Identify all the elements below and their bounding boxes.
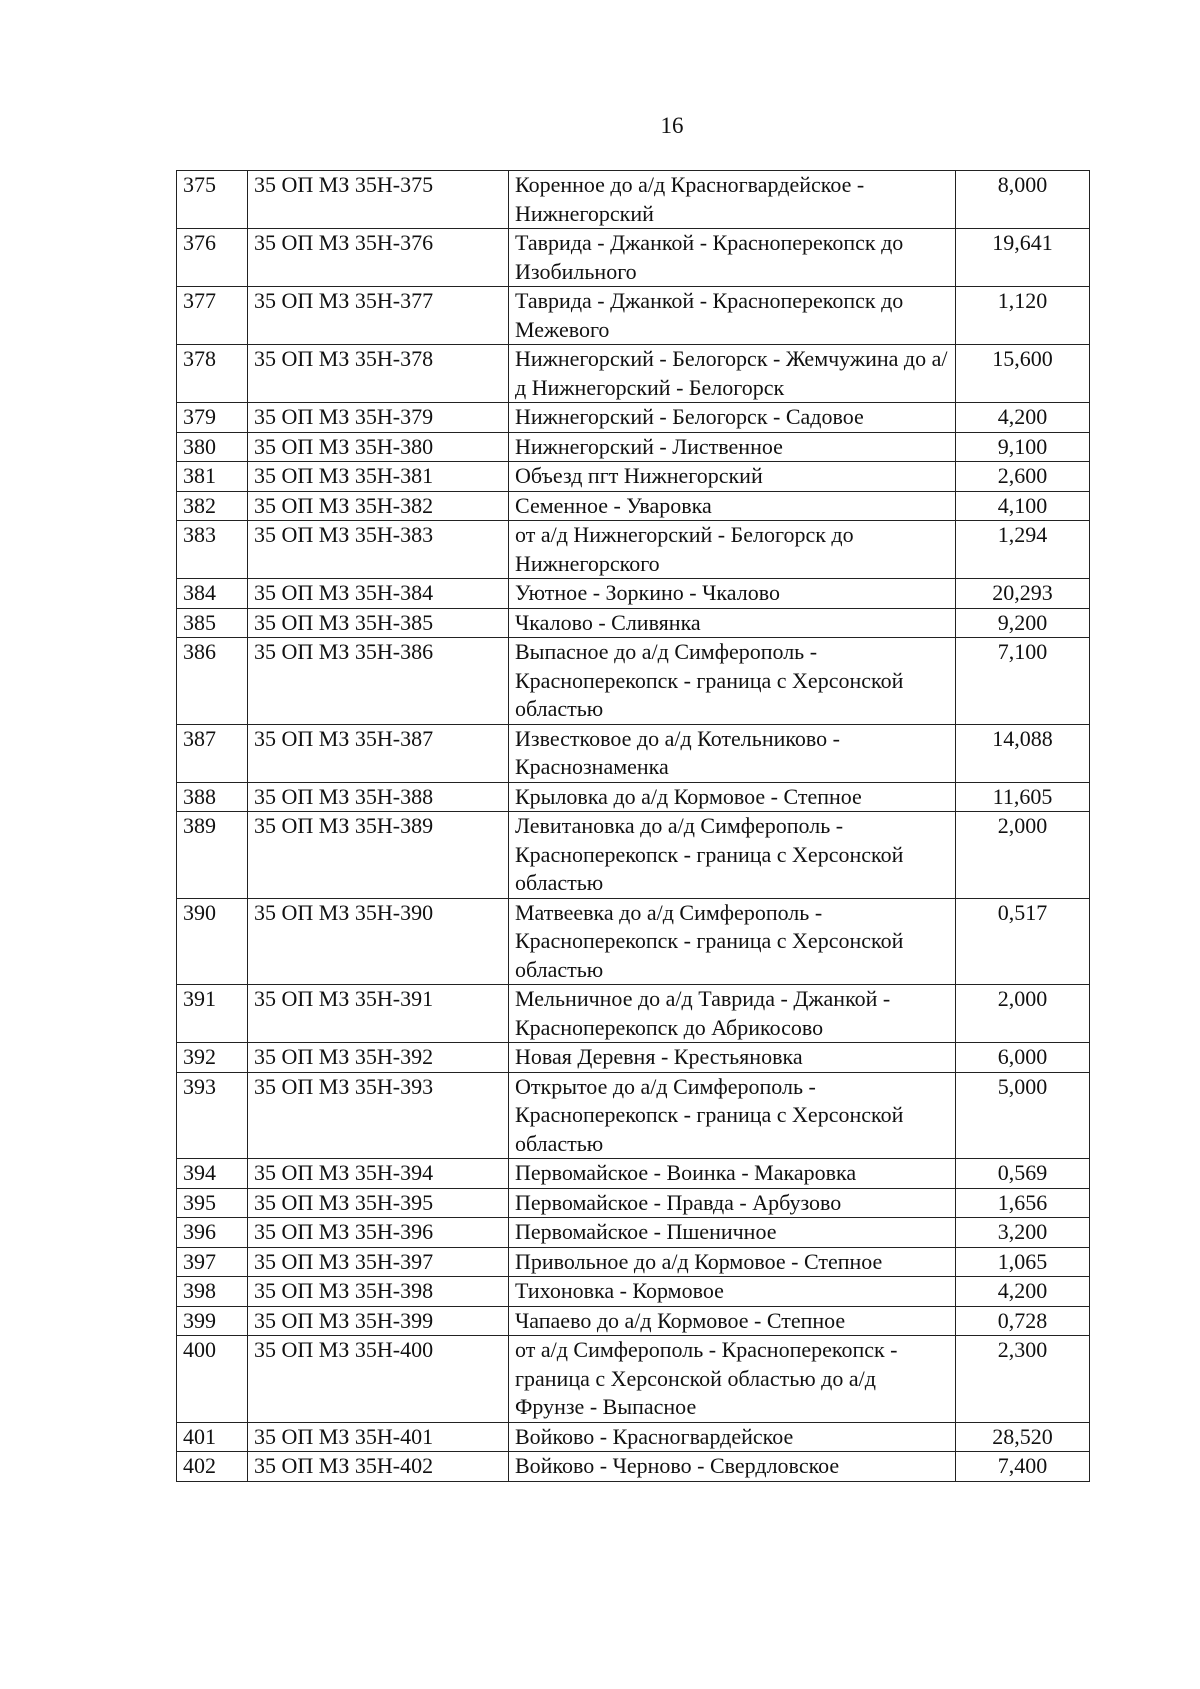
road-name-cell: Крыловка до а/д Кормовое - Степное [509,782,956,812]
road-name-cell: Уютное - Зоркино - Чкалово [509,579,956,609]
road-code-cell: 35 ОП МЗ 35Н-394 [248,1159,509,1189]
road-length-cell: 1,065 [956,1247,1090,1277]
road-name-cell: Привольное до а/д Кормовое - Степное [509,1247,956,1277]
road-code-cell: 35 ОП МЗ 35Н-382 [248,491,509,521]
road-name-cell: Чапаево до а/д Кормовое - Степное [509,1306,956,1336]
row-number-cell: 394 [177,1159,248,1189]
road-length-cell: 8,000 [956,171,1090,229]
road-code-cell: 35 ОП МЗ 35Н-401 [248,1422,509,1452]
row-number-cell: 402 [177,1452,248,1482]
road-length-cell: 7,100 [956,638,1090,725]
road-length-cell: 20,293 [956,579,1090,609]
road-name-cell: от а/д Нижнегорский - Белогорск до Нижнегорского [509,521,956,579]
table-row [177,491,1090,521]
row-number-cell: 385 [177,608,248,638]
row-number-cell: 384 [177,579,248,609]
row-number-cell: 399 [177,1306,248,1336]
table-row [177,608,1090,638]
road-name-cell: Выпасное до а/д Симферополь - Красноперекопск - граница с Херсонской областью [509,638,956,725]
road-name-cell: Известковое до а/д Котельниково - Краснознаменка [509,724,956,782]
table-row [177,1247,1090,1277]
road-length-cell: 1,294 [956,521,1090,579]
road-code-cell: 35 ОП МЗ 35Н-386 [248,638,509,725]
road-length-cell: 4,200 [956,403,1090,433]
road-length-cell: 1,120 [956,287,1090,345]
road-name-cell: Войково - Красногвардейское [509,1422,956,1452]
roads-table-body [177,171,1090,1482]
road-length-cell: 2,000 [956,985,1090,1043]
road-length-cell: 0,517 [956,898,1090,985]
road-code-cell: 35 ОП МЗ 35Н-380 [248,432,509,462]
row-number-cell: 400 [177,1336,248,1423]
road-length-cell: 3,200 [956,1218,1090,1248]
row-number-cell: 380 [177,432,248,462]
road-name-cell: Матвеевка до а/д Симферополь - Красноперекопск - граница с Херсонской областью [509,898,956,985]
road-code-cell: 35 ОП МЗ 35Н-393 [248,1072,509,1159]
row-number-cell: 393 [177,1072,248,1159]
row-number-cell: 377 [177,287,248,345]
road-code-cell: 35 ОП МЗ 35Н-375 [248,171,509,229]
road-length-cell: 0,569 [956,1159,1090,1189]
road-length-cell: 5,000 [956,1072,1090,1159]
row-number-cell: 396 [177,1218,248,1248]
road-name-cell: Левитановка до а/д Симферополь - Красноперекопск - граница с Херсонской областью [509,812,956,899]
row-number-cell: 397 [177,1247,248,1277]
table-row [177,1306,1090,1336]
road-length-cell: 4,200 [956,1277,1090,1307]
road-code-cell: 35 ОП МЗ 35Н-390 [248,898,509,985]
road-code-cell: 35 ОП МЗ 35Н-381 [248,462,509,492]
road-length-cell: 4,100 [956,491,1090,521]
road-code-cell: 35 ОП МЗ 35Н-384 [248,579,509,609]
table-row [177,171,1090,229]
road-name-cell: Чкалово - Сливянка [509,608,956,638]
table-row [177,1072,1090,1159]
table-row [177,1277,1090,1307]
road-code-cell: 35 ОП МЗ 35Н-402 [248,1452,509,1482]
road-code-cell: 35 ОП МЗ 35Н-395 [248,1188,509,1218]
road-length-cell: 6,000 [956,1043,1090,1073]
table-row [177,985,1090,1043]
road-name-cell: Коренное до а/д Красногвардейское - Нижнегорский [509,171,956,229]
road-code-cell: 35 ОП МЗ 35Н-397 [248,1247,509,1277]
table-row [177,287,1090,345]
road-length-cell: 2,000 [956,812,1090,899]
road-name-cell: Первомайское - Воинка - Макаровка [509,1159,956,1189]
road-code-cell: 35 ОП МЗ 35Н-388 [248,782,509,812]
road-name-cell: Нижнегорский - Лиственное [509,432,956,462]
road-length-cell: 2,600 [956,462,1090,492]
road-code-cell: 35 ОП МЗ 35Н-399 [248,1306,509,1336]
table-row [177,1218,1090,1248]
row-number-cell: 379 [177,403,248,433]
row-number-cell: 401 [177,1422,248,1452]
road-code-cell: 35 ОП МЗ 35Н-385 [248,608,509,638]
road-name-cell: Первомайское - Пшеничное [509,1218,956,1248]
road-length-cell: 15,600 [956,345,1090,403]
road-code-cell: 35 ОП МЗ 35Н-391 [248,985,509,1043]
road-name-cell: Тихоновка - Кормовое [509,1277,956,1307]
road-code-cell: 35 ОП МЗ 35Н-396 [248,1218,509,1248]
row-number-cell: 391 [177,985,248,1043]
row-number-cell: 386 [177,638,248,725]
road-length-cell: 14,088 [956,724,1090,782]
road-code-cell: 35 ОП МЗ 35Н-392 [248,1043,509,1073]
row-number-cell: 376 [177,229,248,287]
table-row [177,403,1090,433]
road-name-cell: Войково - Черново - Свердловское [509,1452,956,1482]
road-name-cell: Таврида - Джанкой - Красноперекопск до Изобильного [509,229,956,287]
road-length-cell: 0,728 [956,1306,1090,1336]
table-row [177,1452,1090,1482]
table-row [177,898,1090,985]
road-code-cell: 35 ОП МЗ 35Н-400 [248,1336,509,1423]
road-length-cell: 9,100 [956,432,1090,462]
row-number-cell: 398 [177,1277,248,1307]
road-name-cell: Нижнегорский - Белогорск - Садовое [509,403,956,433]
table-row [177,521,1090,579]
road-name-cell: Открытое до а/д Симферополь - Красноперекопск - граница с Херсонской областью [509,1072,956,1159]
road-code-cell: 35 ОП МЗ 35Н-378 [248,345,509,403]
road-name-cell: Нижнегорский - Белогорск - Жемчужина до а/д Нижнегорский - Белогорск [509,345,956,403]
road-code-cell: 35 ОП МЗ 35Н-377 [248,287,509,345]
table-row [177,638,1090,725]
table-row [177,724,1090,782]
row-number-cell: 387 [177,724,248,782]
page-number: 16 [660,113,684,138]
road-code-cell: 35 ОП МЗ 35Н-376 [248,229,509,287]
table-row [177,1336,1090,1423]
row-number-cell: 389 [177,812,248,899]
road-length-cell: 11,605 [956,782,1090,812]
row-number-cell: 388 [177,782,248,812]
row-number-cell: 378 [177,345,248,403]
road-length-cell: 1,656 [956,1188,1090,1218]
table-row [177,1188,1090,1218]
road-name-cell: Семенное - Уваровка [509,491,956,521]
road-length-cell: 19,641 [956,229,1090,287]
row-number-cell: 382 [177,491,248,521]
table-row [177,462,1090,492]
road-name-cell: Таврида - Джанкой - Красноперекопск до Межевого [509,287,956,345]
table-row [177,345,1090,403]
roads-table [176,170,1090,1482]
road-name-cell: Объезд пгт Нижнегорский [509,462,956,492]
row-number-cell: 375 [177,171,248,229]
table-row [177,1159,1090,1189]
road-length-cell: 9,200 [956,608,1090,638]
road-code-cell: 35 ОП МЗ 35Н-383 [248,521,509,579]
table-row [177,432,1090,462]
row-number-cell: 395 [177,1188,248,1218]
row-number-cell: 390 [177,898,248,985]
table-row [177,229,1090,287]
road-code-cell: 35 ОП МЗ 35Н-379 [248,403,509,433]
road-name-cell: от а/д Симферополь - Красноперекопск - граница с Херсонской областью до а/д Фрунзе - Выпасное [509,1336,956,1423]
road-length-cell: 7,400 [956,1452,1090,1482]
row-number-cell: 381 [177,462,248,492]
table-row [177,1043,1090,1073]
row-number-cell: 383 [177,521,248,579]
road-length-cell: 28,520 [956,1422,1090,1452]
road-code-cell: 35 ОП МЗ 35Н-389 [248,812,509,899]
row-number-cell: 392 [177,1043,248,1073]
table-row [177,782,1090,812]
road-name-cell: Первомайское - Правда - Арбузово [509,1188,956,1218]
table-row [177,812,1090,899]
road-name-cell: Мельничное до а/д Таврида - Джанкой - Красноперекопск до Абрикосово [509,985,956,1043]
road-code-cell: 35 ОП МЗ 35Н-398 [248,1277,509,1307]
road-name-cell: Новая Деревня - Крестьяновка [509,1043,956,1073]
road-code-cell: 35 ОП МЗ 35Н-387 [248,724,509,782]
table-row [177,1422,1090,1452]
table-row [177,579,1090,609]
road-length-cell: 2,300 [956,1336,1090,1423]
